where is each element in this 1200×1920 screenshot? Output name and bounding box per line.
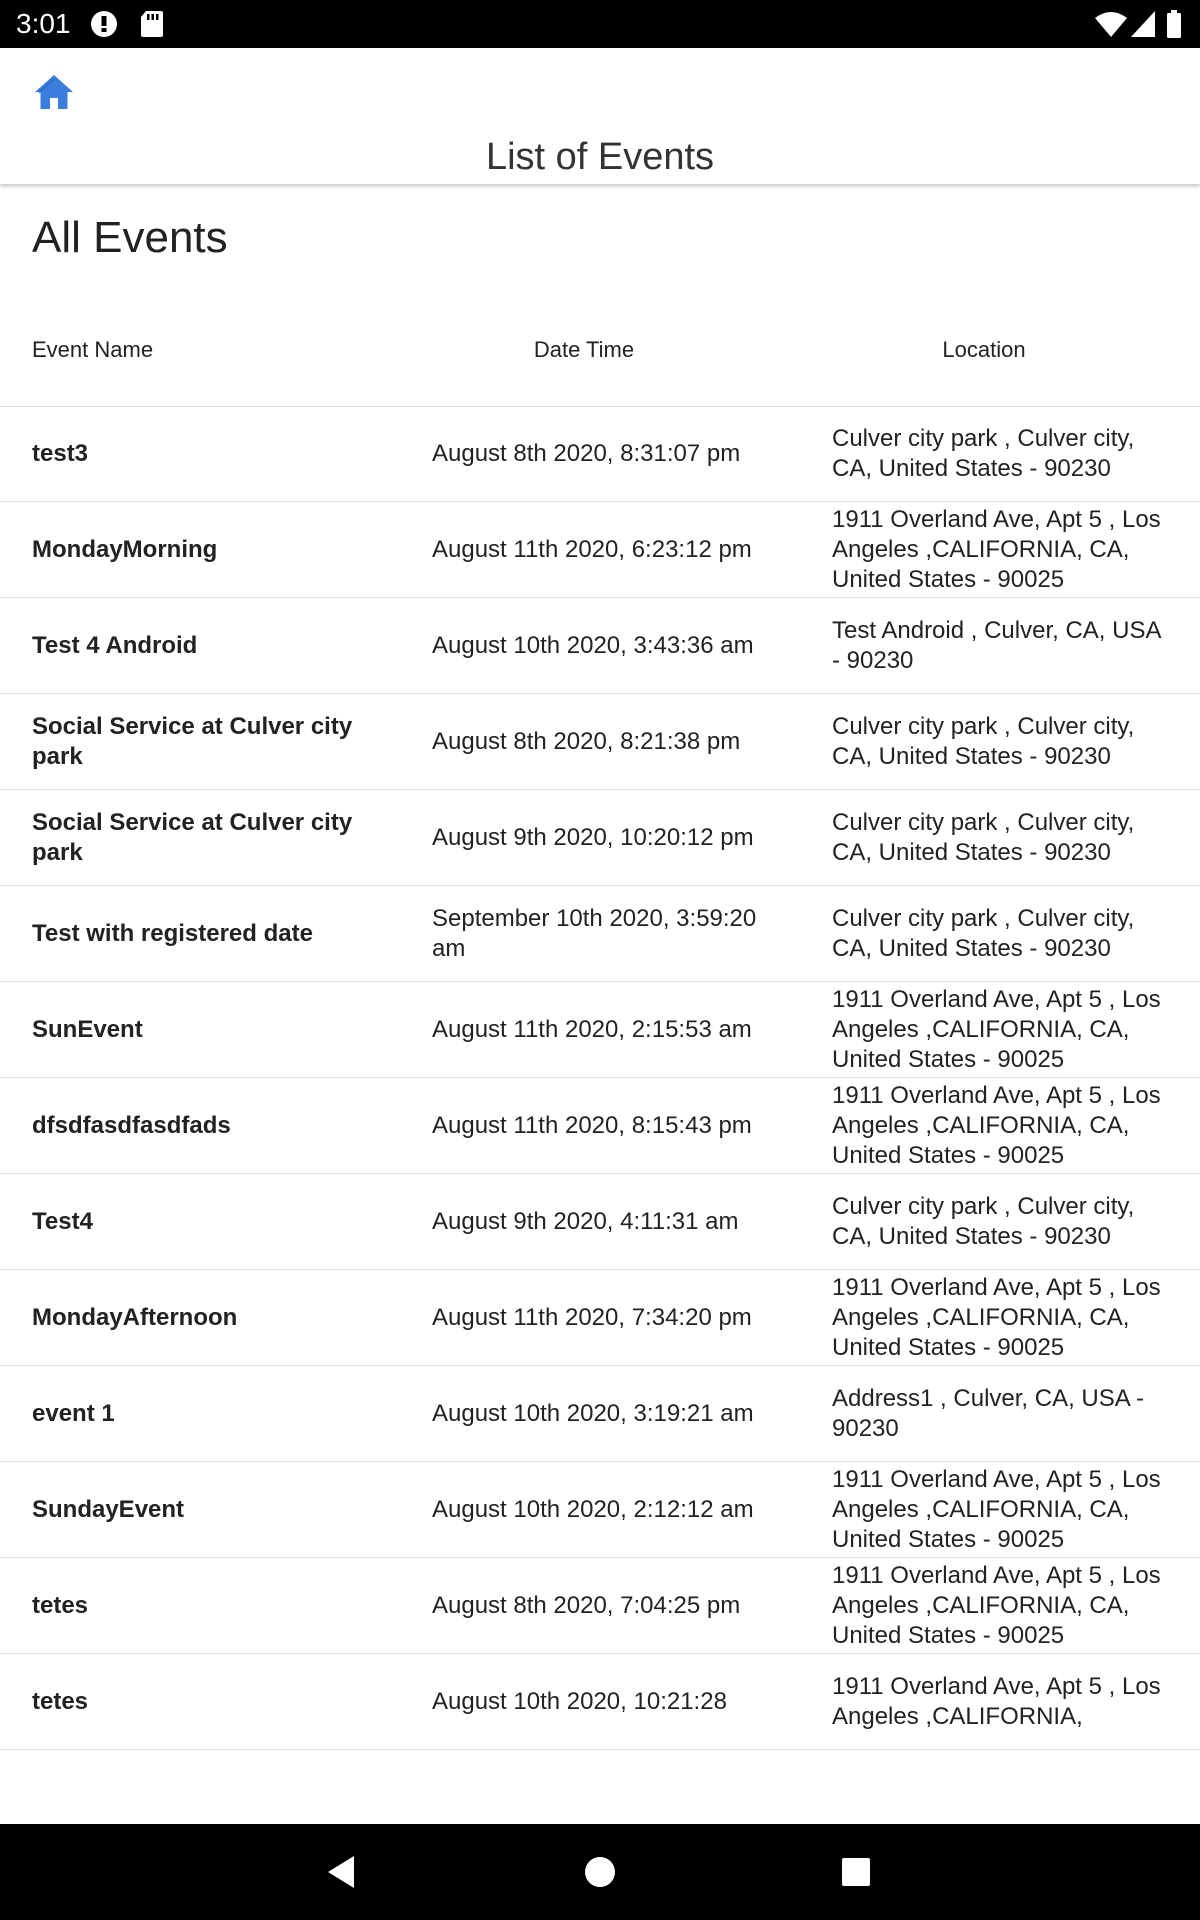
back-icon — [320, 1881, 364, 1898]
event-name-cell-text: tetes — [32, 1687, 89, 1715]
event-name-cell-text: Social Service at Culver city park — [32, 808, 353, 866]
event-name-cell-text: Test with registered date — [32, 919, 313, 947]
event-name-cell — [32, 1270, 382, 1365]
location-cell-text: 1911 Overland Ave, Apt 5 , Los Angeles ,CALIFORNIA, CA, United States - 90025 — [832, 1081, 1161, 1169]
location-cell-text: 1911 Overland Ave, Apt 5 , Los Angeles ,CALIFORNIA, CA, United States - 90025 — [832, 985, 1161, 1073]
table-row[interactable] — [0, 1558, 1200, 1654]
table-row[interactable] — [0, 406, 1200, 502]
event-name-cell-text: dfsdfasdfasdfads — [32, 1111, 231, 1139]
table-row[interactable] — [0, 1654, 1200, 1750]
date-time-cell — [432, 1078, 772, 1173]
event-name-cell-text: SunEvent — [32, 1015, 143, 1043]
event-name-cell — [32, 1654, 382, 1749]
location-cell — [832, 598, 1172, 693]
location-cell-text: 1911 Overland Ave, Apt 5 , Los Angeles ,CALIFORNIA, CA, United States - 90025 — [832, 505, 1161, 593]
status-time: 3:01 — [16, 8, 71, 39]
table-row[interactable] — [0, 982, 1200, 1078]
table-row[interactable] — [0, 1078, 1200, 1174]
date-time-cell-text: August 10th 2020, 10:21:28 — [432, 1687, 727, 1715]
table-row[interactable] — [0, 1270, 1200, 1366]
date-time-cell-text: August 8th 2020, 8:21:38 pm — [432, 727, 741, 755]
location-cell — [832, 694, 1172, 789]
location-cell-text: Address1 , Culver, CA, USA - 90230 — [832, 1384, 1145, 1442]
home-button[interactable] — [32, 70, 76, 114]
alert-circle-icon — [90, 10, 118, 43]
event-name-cell-text: Social Service at Culver city park — [32, 712, 353, 770]
page-title: List of Events — [485, 136, 715, 178]
location-cell — [832, 982, 1172, 1077]
location-cell-text: Culver city park , Culver city, CA, United States - 90230 — [832, 808, 1135, 866]
navigation-bar — [0, 1824, 1200, 1920]
sd-card-icon — [140, 10, 164, 43]
location-cell-text: 1911 Overland Ave, Apt 5 , Los Angeles ,CALIFORNIA, CA, United States - 90025 — [832, 1561, 1161, 1649]
date-time-cell — [432, 1366, 772, 1461]
date-time-cell-text: August 11th 2020, 6:23:12 pm — [432, 535, 752, 563]
date-time-cell-text: August 10th 2020, 3:19:21 am — [432, 1399, 754, 1427]
back-button[interactable] — [320, 1850, 364, 1894]
date-time-cell-text: August 8th 2020, 7:04:25 pm — [432, 1591, 741, 1619]
event-name-cell — [32, 790, 382, 885]
event-name-cell — [32, 1174, 382, 1269]
event-name-cell-text: Test4 — [32, 1207, 93, 1235]
recents-square-icon — [834, 1881, 878, 1898]
location-cell-text: 1911 Overland Ave, Apt 5 , Los Angeles ,CALIFORNIA, CA, United States - 90025 — [832, 1465, 1161, 1553]
location-cell — [832, 1558, 1172, 1653]
event-name-cell-text: test3 — [32, 439, 89, 467]
date-time-cell-text: August 9th 2020, 10:20:12 pm — [432, 823, 754, 851]
date-time-cell-text: August 10th 2020, 2:12:12 am — [432, 1495, 754, 1523]
app-header — [0, 48, 1200, 185]
event-name-cell — [32, 1462, 382, 1557]
location-cell-text: Culver city park , Culver city, CA, United States - 90230 — [832, 904, 1135, 962]
event-name-cell — [32, 1078, 382, 1173]
event-name-cell — [32, 886, 382, 981]
table-row[interactable] — [0, 598, 1200, 694]
location-cell — [832, 1270, 1172, 1365]
date-time-cell — [432, 1174, 772, 1269]
event-name-cell-text: MondayMorning — [32, 535, 218, 563]
event-name-cell — [32, 598, 382, 693]
signal-icon — [1130, 10, 1156, 43]
location-cell-text: 1911 Overland Ave, Apt 5 , Los Angeles ,CALIFORNIA, — [832, 1672, 1161, 1730]
date-time-cell-text: August 8th 2020, 8:31:07 pm — [432, 439, 741, 467]
date-time-cell — [432, 982, 772, 1077]
table-row[interactable] — [0, 694, 1200, 790]
location-cell — [832, 790, 1172, 885]
date-time-cell-text: August 9th 2020, 4:11:31 am — [432, 1207, 739, 1235]
date-time-cell-text: August 11th 2020, 7:34:20 pm — [432, 1303, 752, 1331]
location-cell-text: Culver city park , Culver city, CA, United States - 90230 — [832, 424, 1135, 482]
event-name-cell-text: event 1 — [32, 1399, 115, 1427]
date-time-cell — [432, 1558, 772, 1653]
date-time-cell-text: August 11th 2020, 8:15:43 pm — [432, 1111, 752, 1139]
date-time-cell-text: August 10th 2020, 3:43:36 am — [432, 631, 754, 659]
status-bar — [0, 0, 1200, 48]
date-time-cell — [432, 1462, 772, 1557]
date-time-cell — [432, 598, 772, 693]
event-name-cell — [32, 406, 382, 501]
date-time-cell-text: August 11th 2020, 2:15:53 am — [432, 1015, 752, 1043]
table-body — [0, 406, 1200, 1750]
date-time-cell — [432, 502, 772, 597]
table-row[interactable] — [0, 790, 1200, 886]
date-time-cell-text: September 10th 2020, 3:59:20 am — [432, 904, 757, 962]
date-time-cell — [432, 1654, 772, 1749]
location-cell — [832, 502, 1172, 597]
section-title: All Events — [32, 213, 228, 262]
event-name-cell-text: SundayEvent — [32, 1495, 185, 1523]
date-time-cell — [432, 1270, 772, 1365]
event-name-cell — [32, 1558, 382, 1653]
home-circle-icon — [578, 1881, 622, 1898]
location-cell-text: Culver city park , Culver city, CA, United States - 90230 — [832, 1192, 1135, 1250]
table-row[interactable] — [0, 502, 1200, 598]
event-name-cell — [32, 1366, 382, 1461]
wifi-icon — [1094, 10, 1128, 43]
home-nav-button[interactable] — [578, 1850, 622, 1894]
event-name-cell — [32, 502, 382, 597]
date-time-cell — [432, 694, 772, 789]
location-cell-text: Test Android , Culver, CA, USA - 90230 — [832, 616, 1161, 674]
location-cell — [832, 1654, 1172, 1749]
location-cell — [832, 1174, 1172, 1269]
location-cell-text: 1911 Overland Ave, Apt 5 , Los Angeles ,CALIFORNIA, CA, United States - 90025 — [832, 1273, 1161, 1361]
table-row[interactable] — [0, 886, 1200, 982]
event-name-cell — [32, 694, 382, 789]
location-cell — [832, 1462, 1172, 1557]
table-row[interactable] — [0, 1366, 1200, 1462]
table-header — [0, 296, 1200, 407]
location-cell — [832, 886, 1172, 981]
location-cell — [832, 1078, 1172, 1173]
recents-button[interactable] — [834, 1850, 878, 1894]
table-row[interactable] — [0, 1174, 1200, 1270]
location-cell — [832, 1366, 1172, 1461]
event-name-cell-text: MondayAfternoon — [32, 1303, 238, 1331]
home-icon — [32, 101, 76, 118]
location-cell — [832, 406, 1172, 501]
location-cell-text: Culver city park , Culver city, CA, United States - 90230 — [832, 712, 1135, 770]
column-header-location[interactable]: Location — [942, 337, 1026, 362]
date-time-cell — [432, 886, 772, 981]
battery-icon — [1166, 10, 1182, 43]
event-name-cell — [32, 982, 382, 1077]
column-header-date-time[interactable]: Date Time — [533, 337, 635, 362]
date-time-cell — [432, 406, 772, 501]
column-header-event-name[interactable]: Event Name — [32, 337, 154, 362]
date-time-cell — [432, 790, 772, 885]
event-name-cell-text: tetes — [32, 1591, 89, 1619]
events-table — [0, 296, 1200, 1730]
table-row[interactable] — [0, 1462, 1200, 1558]
event-name-cell-text: Test 4 Android — [32, 631, 198, 659]
